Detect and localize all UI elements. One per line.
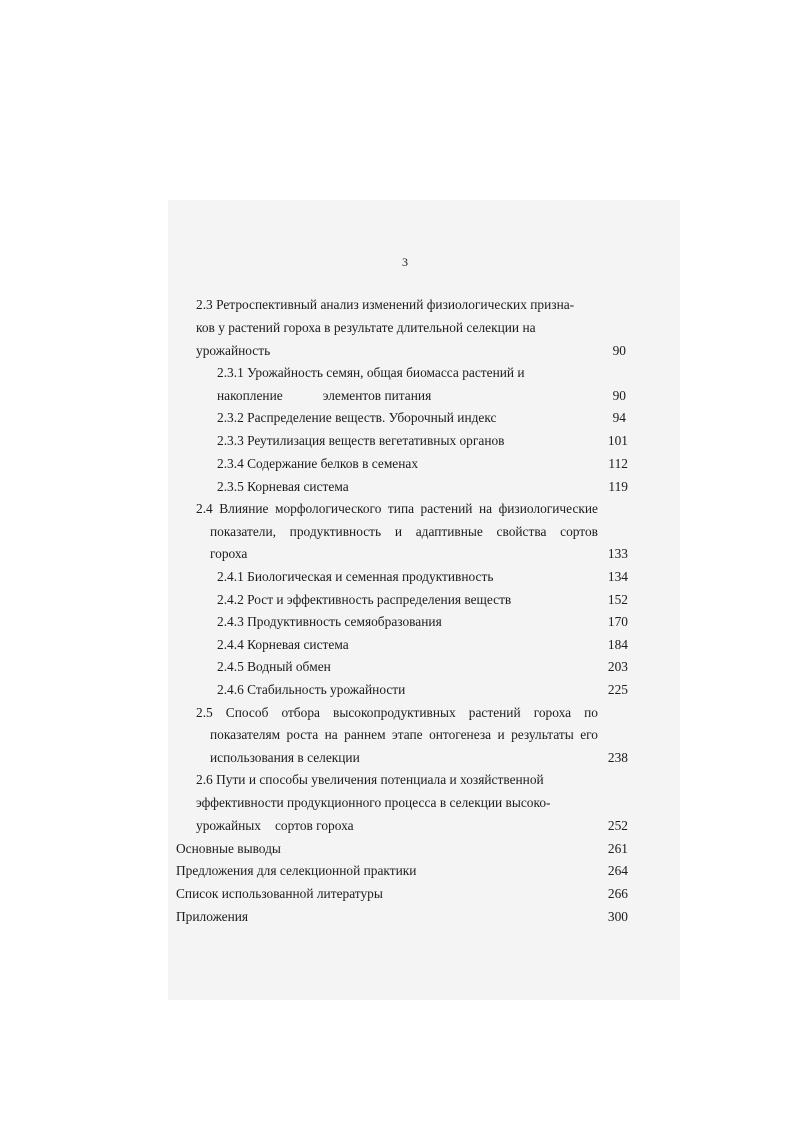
toc-2-4-4-title: 2.4.4 Корневая система — [217, 637, 349, 652]
toc-2-3-4-page: 112 — [608, 456, 628, 471]
toc-proposals-page: 264 — [607, 863, 628, 878]
toc-2-4-5-page: 203 — [607, 659, 628, 674]
toc-conclusions-page: 261 — [607, 841, 628, 856]
toc-conclusions-title: Основные выводы — [176, 841, 281, 856]
toc-2-4-title-line1: 2.4 Влияние морфологического типа растений на физиологические — [196, 501, 598, 516]
toc-2-4-page: 133 — [607, 546, 628, 561]
toc-2-3-2-title: 2.3.2 Распределение веществ. Уборочный индекс — [217, 410, 497, 425]
toc-2-3-1-title-line2 — [217, 386, 431, 406]
toc-2-4-1-page: 134 — [607, 569, 628, 584]
toc-2-4-title-line2: показатели, продуктивность и адаптивные свойства сортов — [210, 524, 598, 539]
toc-2-5-page: 238 — [607, 750, 628, 765]
toc-2-4-2-title: 2.4.2 Рост и эффективность распределения веществ — [217, 592, 512, 607]
toc-2-4-6-title: 2.4.6 Стабильность урожайности — [217, 682, 406, 697]
toc-2-3-3-title: 2.3.3 Реутилизация веществ вегетативных органов — [217, 433, 505, 448]
toc-appendices-title: Приложения — [176, 909, 249, 924]
toc-2-5-title-line1: 2.5 Способ отбора высокопродуктивных растений гороха по — [196, 705, 598, 720]
toc-2-3-1-words: элементов питания — [322, 388, 432, 403]
toc-references-page: 266 — [607, 886, 628, 901]
toc-2-6-word: урожайных — [196, 818, 261, 833]
toc-2-5-title-line2: показателям роста на раннем этапе онтогенеза и результаты его — [210, 727, 598, 742]
toc-2-3-1-title-line1: 2.3.1 Урожайность семян, общая биомасса растений и — [217, 365, 525, 380]
toc-2-3-5-title: 2.3.5 Корневая система — [217, 479, 349, 494]
page-number: 3 — [402, 255, 408, 269]
toc-2-4-title-line3: гороха — [210, 546, 248, 561]
toc-2-3-5-page: 119 — [608, 479, 628, 494]
toc-2-3-title-line2: ков у растений гороха в результате длительной селекции на — [196, 320, 536, 335]
toc-2-3-page: 90 — [612, 343, 626, 358]
toc-2-4-4-page: 184 — [607, 637, 628, 652]
toc-2-3-2-page: 94 — [612, 410, 626, 425]
toc-2-6-words: сортов гороха — [274, 818, 354, 833]
toc-2-3-title-line1: 2.3 Ретроспективный анализ изменений физиологических призна- — [196, 297, 575, 312]
toc-2-6-title-line3 — [196, 816, 354, 836]
toc-2-3-title-line3: урожайность — [196, 343, 271, 358]
toc-references-title: Список использованной литературы — [176, 886, 383, 901]
toc-2-3-1-page: 90 — [612, 388, 626, 403]
toc-2-4-5-title: 2.4.5 Водный обмен — [217, 659, 331, 674]
toc-proposals-title: Предложения для селекционной практики — [176, 863, 417, 878]
toc-2-3-1-word: накопление — [217, 388, 283, 403]
toc-2-3-4-title: 2.3.4 Содержание белков в семенах — [217, 456, 419, 471]
toc-2-4-1-title: 2.4.1 Биологическая и семенная продуктивность — [217, 569, 494, 584]
toc-2-4-3-title: 2.4.3 Продуктивность семяобразования — [217, 614, 442, 629]
toc-2-4-3-page: 170 — [607, 614, 628, 629]
toc-2-4-6-page: 225 — [607, 682, 628, 697]
toc-2-3-3-page: 101 — [607, 433, 628, 448]
toc-appendices-page: 300 — [607, 909, 628, 924]
toc-2-6-page: 252 — [607, 818, 628, 833]
toc-2-5-title-line3: использования в селекции — [210, 750, 360, 765]
toc-2-6-title-line1: 2.6 Пути и способы увеличения потенциала и хозяйственной — [196, 772, 544, 787]
toc-2-4-2-page: 152 — [607, 592, 628, 607]
toc-2-6-title-line2: эффективности продукционного процесса в селекции высоко- — [196, 795, 551, 810]
